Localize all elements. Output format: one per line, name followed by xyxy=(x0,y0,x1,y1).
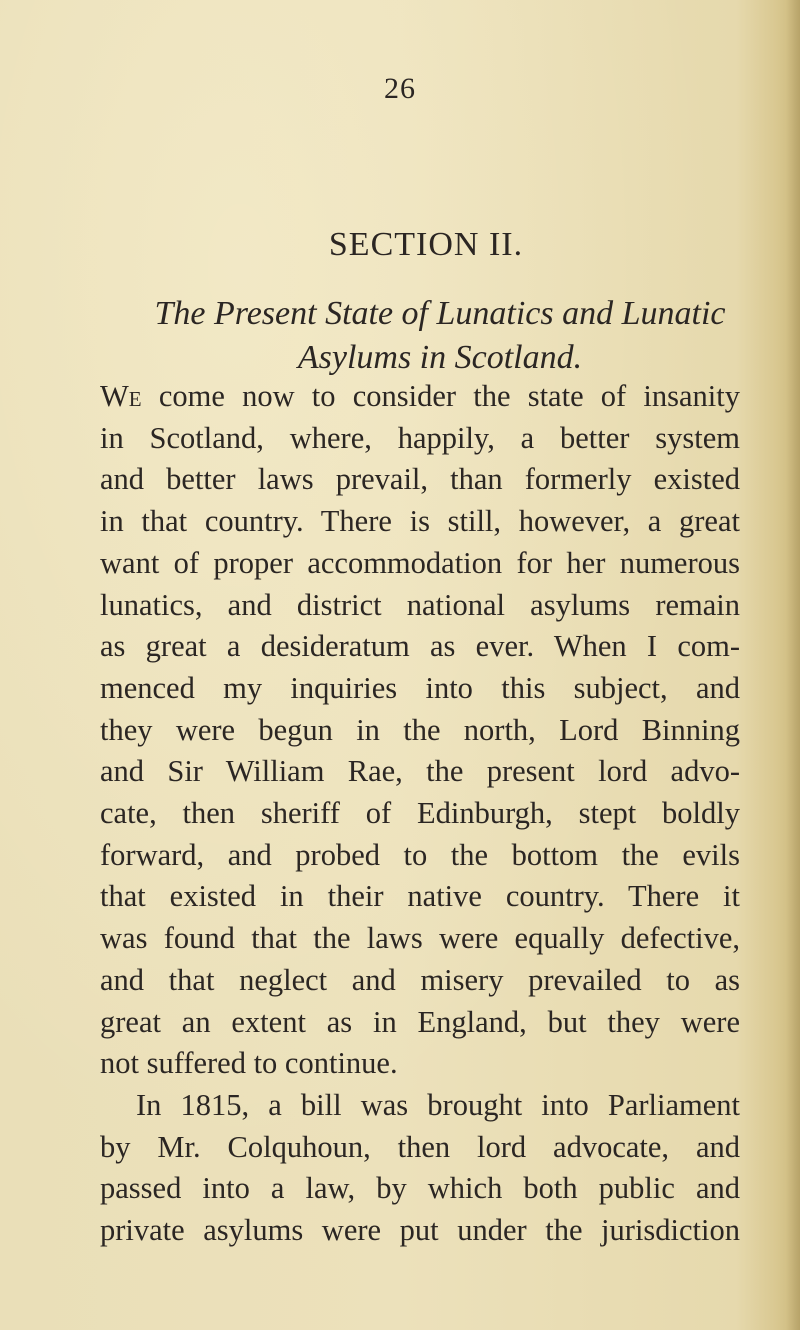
text-line: and better laws prevail, than formerly existed xyxy=(100,462,740,497)
body-text xyxy=(100,376,740,1252)
text-line: as great a desideratum as ever. When I com- xyxy=(100,629,740,664)
text-line: cate, then sheriff of Edinburgh, stept boldly xyxy=(100,796,740,831)
text-line: menced my inquiries into this subject, and xyxy=(100,670,740,705)
text-line: passed into a law, by which both public and xyxy=(100,1171,740,1206)
page-number: 26 xyxy=(384,72,416,105)
text-line: forward, and probed to the bottom the evils xyxy=(100,837,740,872)
text-line: they were begun in the north, Lord Binning xyxy=(100,712,740,747)
title-line-2: Asylums in Scotland. xyxy=(297,339,583,376)
text-line: not suffered to continue. xyxy=(100,1046,398,1081)
dropword: We xyxy=(100,379,142,413)
first-line-rest: come now to consider the state of insanity xyxy=(141,379,740,413)
text-line: in that country. There is still, however, a great xyxy=(100,504,740,539)
text-line: In 1815, a bill was brought into Parliament xyxy=(136,1087,740,1122)
text-line: private asylums were put under the jurisdiction xyxy=(100,1213,740,1248)
title-line-1: The Present State of Lunatics and Lunatic xyxy=(154,295,726,332)
text-line: and that neglect and misery prevailed to as xyxy=(100,962,740,997)
page-edge-shadow xyxy=(786,0,800,1330)
text-line: great an extent as in England, but they were xyxy=(100,1004,740,1039)
text-line: in Scotland, where, happily, a better system xyxy=(100,420,740,455)
section-heading: SECTION II. xyxy=(328,226,524,263)
paragraph-1-line-1 xyxy=(100,376,740,418)
text-line: and Sir William Rae, the present lord advo- xyxy=(100,754,740,789)
text-line: want of proper accommodation for her numerous xyxy=(100,545,740,580)
text-line: was found that the laws were equally defective, xyxy=(100,921,740,956)
text-line: by Mr. Colquhoun, then lord advocate, and xyxy=(100,1129,740,1164)
chapter-title xyxy=(100,292,780,380)
text-line: lunatics, and district national asylums remain xyxy=(100,587,740,622)
text-line: that existed in their native country. There it xyxy=(100,879,740,914)
